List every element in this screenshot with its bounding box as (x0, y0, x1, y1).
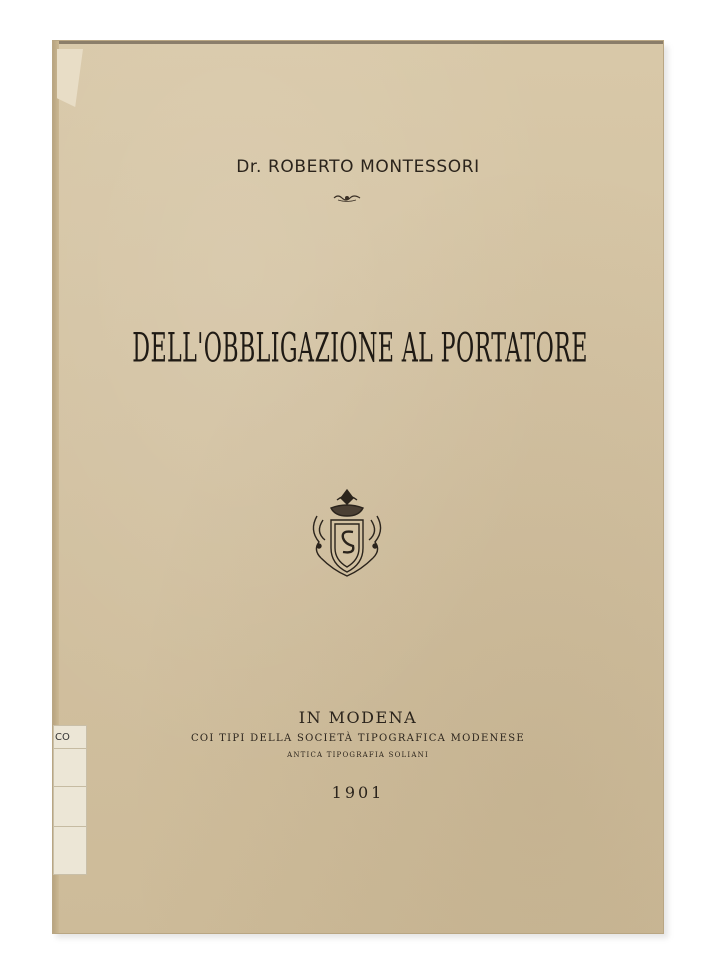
printer-crest-icon (307, 486, 387, 578)
printer-subline: ANTICA TIPOGRAFIA SOLIANI (287, 751, 429, 759)
label-divider (54, 748, 86, 749)
author-name: Dr. ROBERTO MONTESSORI (236, 157, 480, 177)
book-title: DELL'OBBLIGAZIONE AL PORTATORE (132, 325, 588, 373)
book-cover (52, 40, 664, 934)
label-divider (54, 786, 86, 787)
worn-corner (57, 49, 83, 107)
publication-place: IN MODENA (298, 708, 418, 727)
library-label (53, 725, 87, 875)
label-divider (54, 826, 86, 827)
library-label-text: CO (55, 732, 70, 743)
publication-year: 1901 (331, 783, 385, 802)
printer-line: COI TIPI DELLA SOCIETÀ TIPOGRAFICA MODENESE (190, 733, 525, 744)
fleuron-ornament-icon (332, 193, 362, 203)
cover-top-edge (53, 41, 663, 44)
